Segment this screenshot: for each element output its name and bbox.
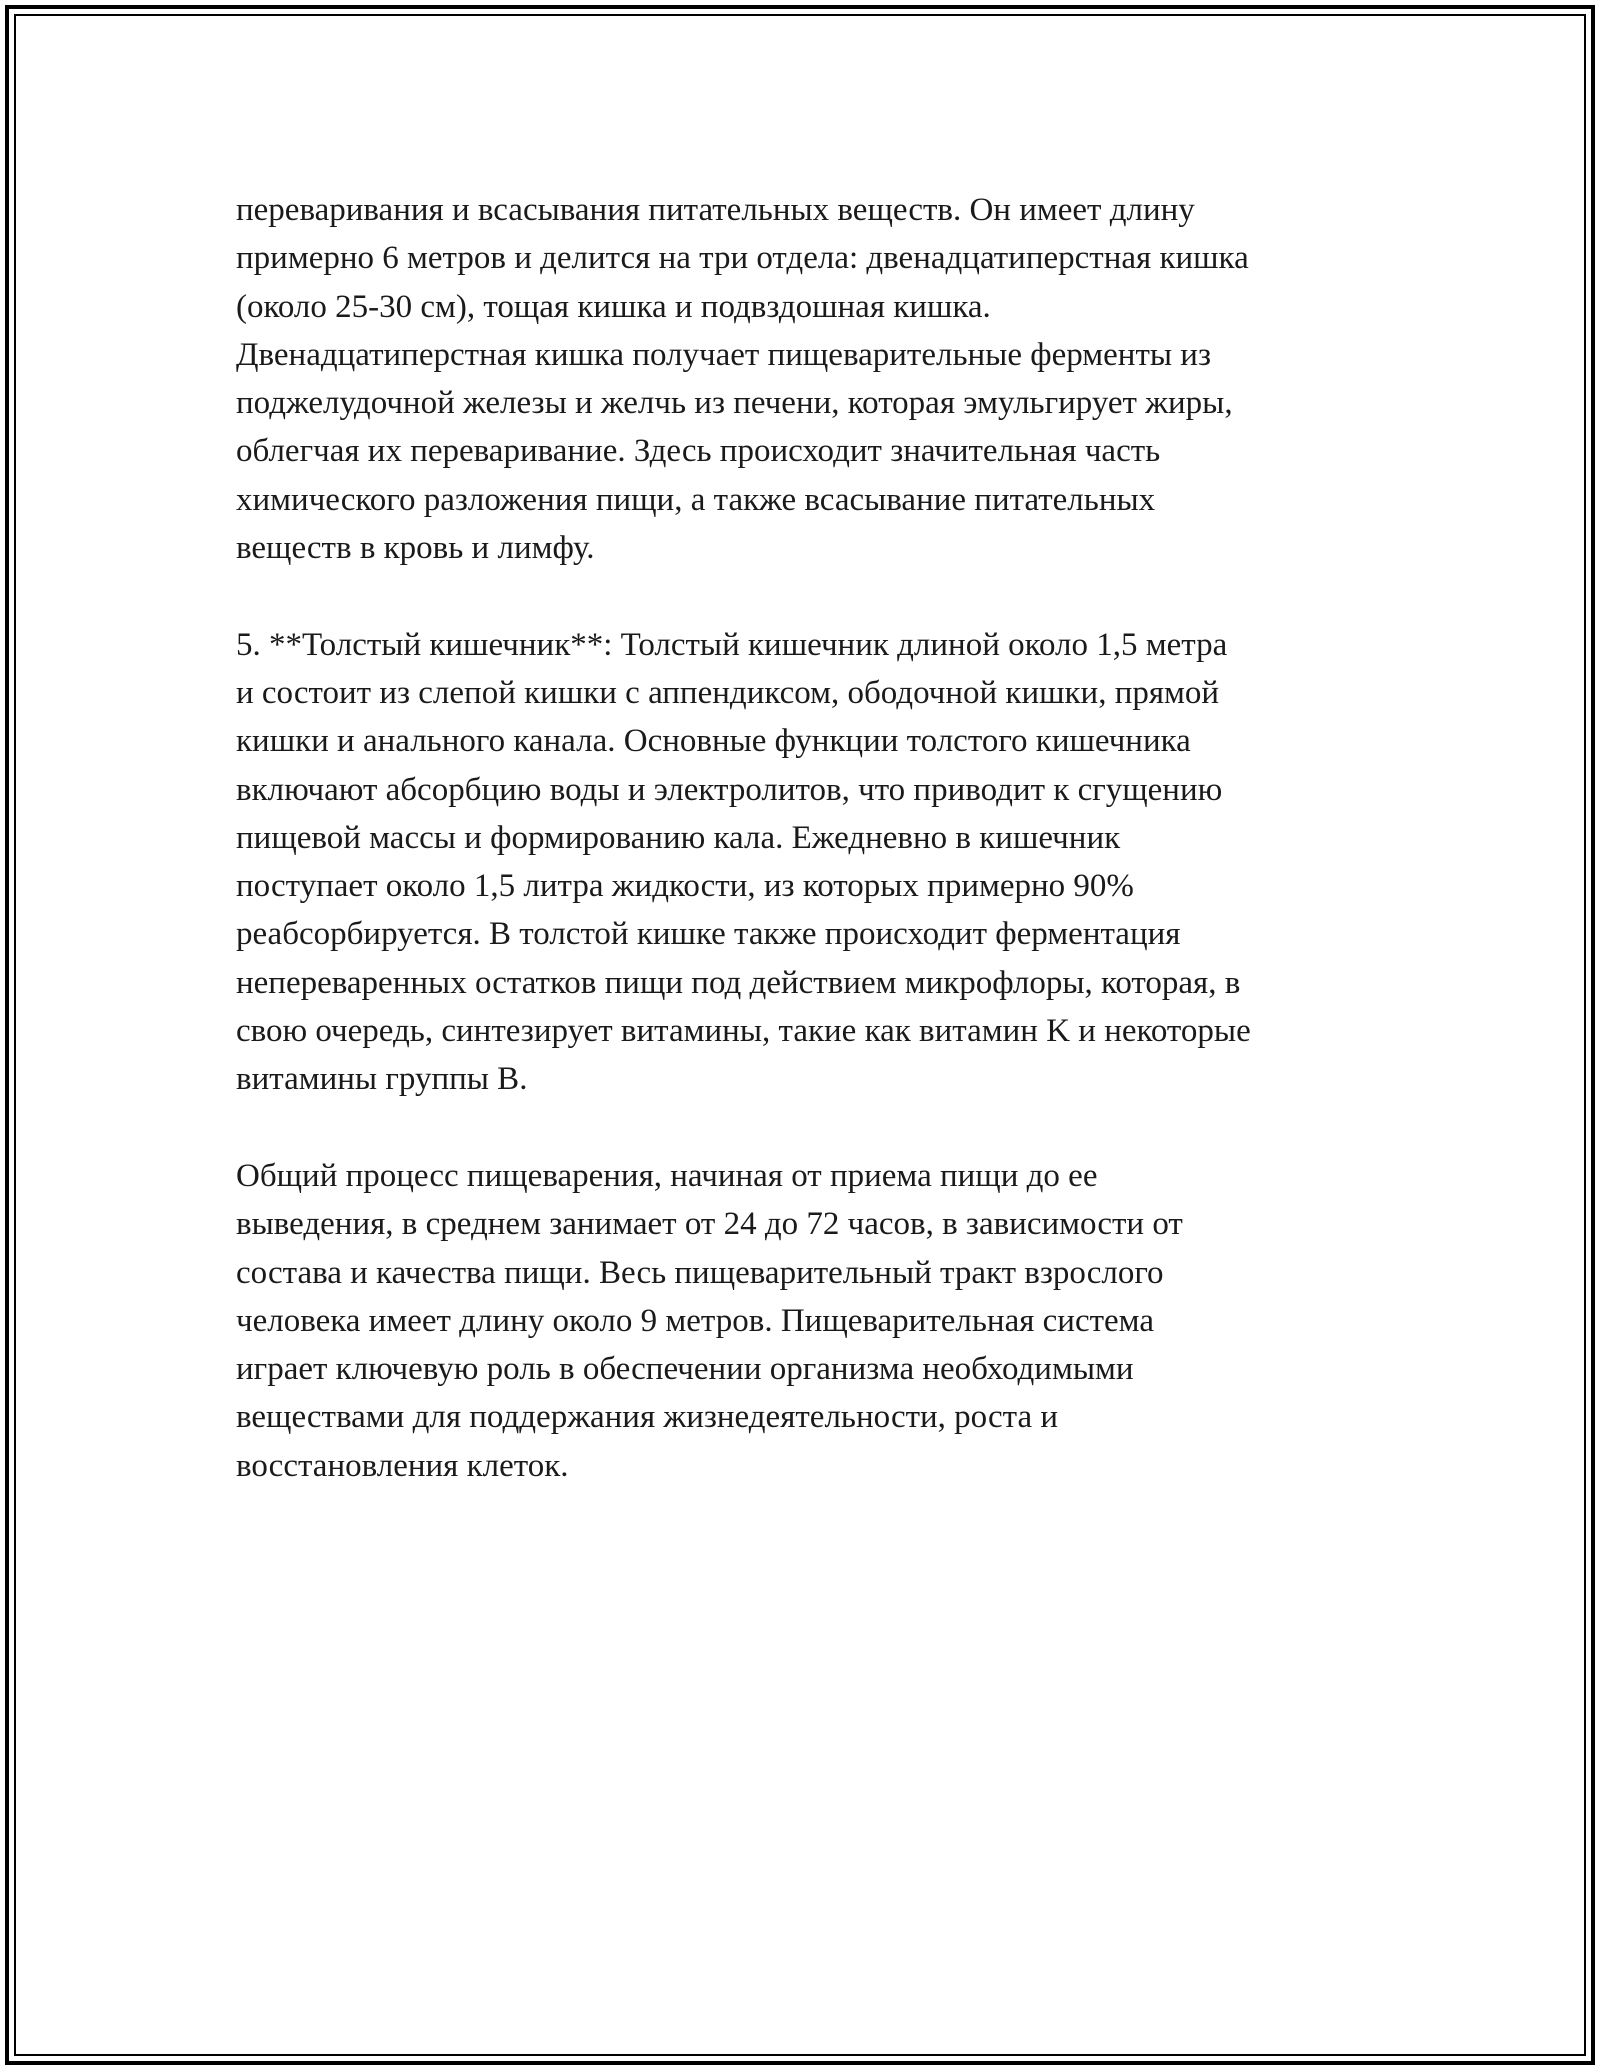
paragraph-small-intestine: переваривания и всасывания питательных веществ. Он имеет длину примерно 6 метров и делится на три отдела: двенадцатиперстная кишка (около 25-30 см), тощая кишка и подвздошная кишка. Двенадцатиперстная кишка получает пищеварительные ферменты из поджелудочной железы и желчь из печени, которая эмульгирует жиры, облегчая их переваривание. Здесь происходит значительная часть химического разложения пищи, а также всасывание питательных веществ в кровь и лимфу. bbox=[236, 192, 1249, 567]
document-body bbox=[236, 186, 1386, 1490]
paragraph-large-intestine: 5. **Толстый кишечник**: Толстый кишечник длиной около 1,5 метра и состоит из слепой кишки с аппендиксом, ободочной кишки, прямой кишки и анального канала. Основные функции толстого кишечника включают абсорбцию воды и электролитов, что приводит к сгущению пищевой массы и формированию кала. Ежедневно в кишечник поступает около 1,5 литра жидкости, из которых примерно 90% реабсорбируется. В толстой кишке также происходит ферментация непереваренных остатков пищи под действием микрофлоры, которая, в свою очередь, синтезирует витамины, такие как витамин K и некоторые витамины группы B. bbox=[236, 626, 1251, 1098]
paragraph-digestion-summary: Общий процесс пищеварения, начиная от приема пищи до ее выведения, в среднем занимает от 24 до 72 часов, в зависимости от состава и качества пищи. Весь пищеварительный тракт взрослого человека имеет длину около 9 метров. Пищеварительная система играет ключевую роль в обеспечении организма необходимыми веществами для поддержания жизнедеятельности, роста и восстановления клеток. bbox=[236, 1157, 1183, 1484]
